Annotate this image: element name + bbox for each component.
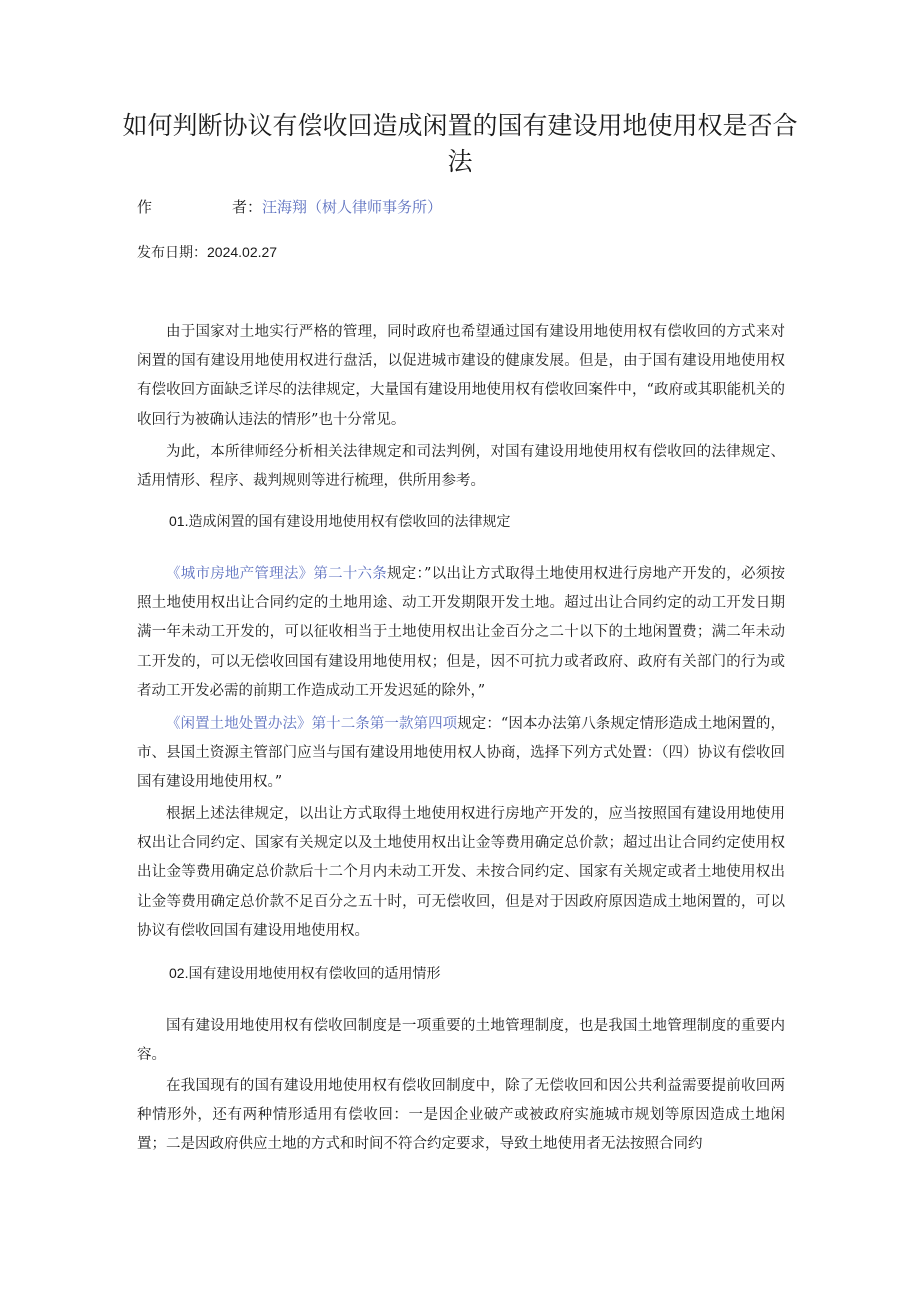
section-1-paragraph-1-text: 规定：”以出让方式取得土地使用权进行房地产开发的，必须按照土地使用权出让合同约定的土地用途、动工开发期限开发土地。超过出让合同约定的动工开发日期满一年未动工开发的，可以征收相当于土地使用权出让金百分之二十以下的土地闲置费；满二年未动工开发的，可以无偿收回国有建设用地使用权；但是，因不可抗力或者政府、政府有关部门的行为或者动工开发必需的前期工作造成动工开发迟延的除外，” [137,566,785,699]
page-title: 如何判断协议有偿收回造成闲置的国有建设用地使用权是否合法 [122,111,798,176]
date-value: 2024.02.27 [207,244,278,260]
section-2-paragraph-1: 国有建设用地使用权有偿收回制度是一项重要的土地管理制度，也是我国土地管理制度的重要内容。 [137,1018,785,1064]
section-2-paragraph-2: 在我国现有的国有建设用地使用权有偿收回制度中，除了无偿收回和因公共利益需要提前收回两种情形外，还有两种情形适用有偿收回：一是因企业破产或被政府实施城市规划等原因造成土地闲置；二是因政府供应土地的方式和时间不符合约定要求，导致土地使用者无法按照合同约 [137,1078,785,1153]
section-1-paragraph-2 [137,710,785,798]
author-line [137,196,442,218]
author-label-b: 者： [232,198,263,216]
publish-date [137,241,277,263]
author-label-a: 作 [137,198,153,216]
section-2-heading: 02.国有建设用地使用权有偿收回的适用情形 [169,965,441,981]
section-1-heading: 01.造成闲置的国有建设用地使用权有偿收回的法律规定 [169,513,511,529]
date-label: 发布日期： [137,244,207,260]
section-1-paragraph-2-text: 规定：“因本办法第八条规定情形造成土地闲置的，市、县国土资源主管部门应当与国有建设用地使用权人协商，选择下列方式处置：（四）协议有偿收回国有建设用地使用权。” [137,716,785,791]
section-1-paragraph-3: 根据上述法律规定，以出让方式取得土地使用权进行房地产开发的，应当按照国有建设用地使用权出让合同约定、国家有关规定以及土地使用权出让金等费用确定总价款；超过出让合同约定使用权出让金等费用确定总价款后十二个月内未动工开发、未按合同约定、国家有关规定或者土地使用权出让金等费用确定总价款不足百分之五十时，可无偿收回，但是对于因政府原因造成土地闲置的，可以协议有偿收回国有建设用地使用权。 [137,806,785,939]
section-1-paragraph-1 [137,560,785,706]
intro-paragraph-2: 为此，本所律师经分析相关法律规定和司法判例，对国有建设用地使用权有偿收回的法律规定、适用情形、程序、裁判规则等进行梳理，供所用参考。 [137,444,785,490]
law-reference-link-2[interactable]: 《闲置土地处置办法》第十二条第一款第四项 [166,716,458,732]
law-reference-link-1[interactable]: 《城市房地产管理法》第二十六条 [166,566,388,582]
intro-paragraph-1: 由于国家对土地实行严格的管理，同时政府也希望通过国有建设用地使用权有偿收回的方式来对闲置的国有建设用地使用权进行盘活，以促进城市建设的健康发展。但是，由于国有建设用地使用权有偿收回方面缺乏详尽的法律规定，大量国有建设用地使用权有偿收回案件中，“政府或其职能机关的收回行为被确认违法的情形”也十分常见。 [137,324,785,428]
author-name-link[interactable]: 汪海翔（树人律师事务所） [262,198,443,216]
